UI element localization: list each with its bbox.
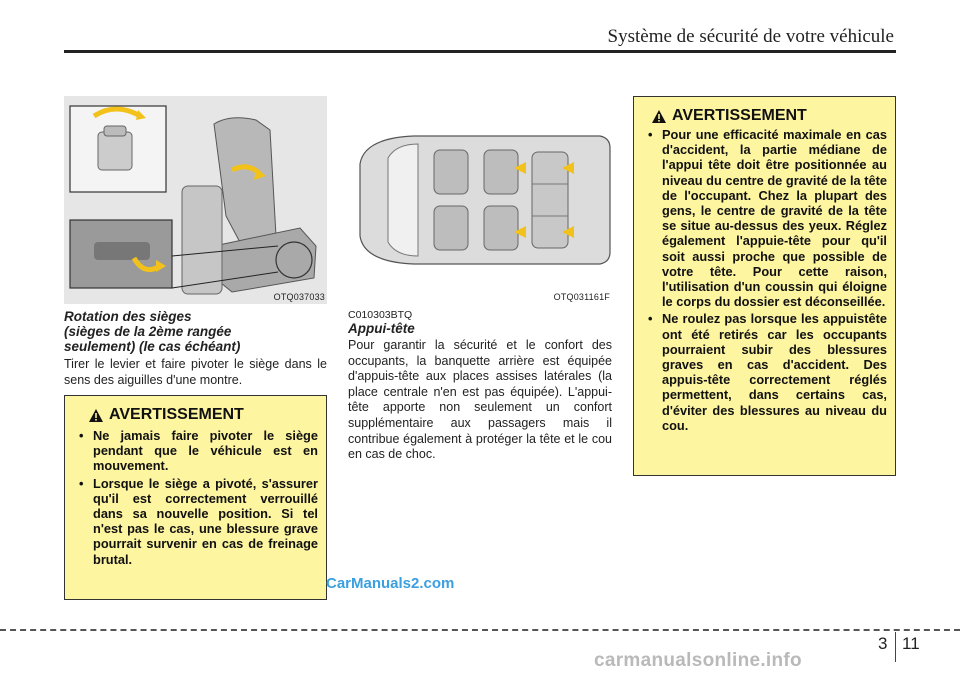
warning-title-text: AVERTISSEMENT (672, 107, 807, 124)
figure-code-left: OTQ037033 (273, 292, 325, 302)
warning-triangle-icon (89, 409, 103, 422)
warning-title-right (652, 107, 887, 125)
warning-title-left (89, 406, 318, 424)
seat-rotation-heading (64, 309, 327, 354)
van-top-view-illustration (348, 96, 612, 304)
seat-rotation-heading-line: Rotation des sièges (64, 309, 192, 324)
seat-rotation-heading-line: seulement) (le cas échéant) (64, 339, 241, 354)
page-number-divider (895, 632, 896, 662)
headrest-heading: Appui-tête (348, 321, 415, 336)
warning-item: • Lorsque le siège a pivoté, s'assurer qu'il est correctement verrouillé dans sa nouvelle position. Si tel n'est pas le cas, une blessure grave pourrait survenir en cas de freinage brutal. (71, 476, 318, 567)
seat-rotation-body: Tirer le levier et faire pivoter le siège dans le sens des aiguilles d'une montre. (64, 357, 327, 387)
warning-triangle-icon (652, 110, 666, 123)
warning-box-right (633, 96, 896, 476)
headrest-body: Pour garantir la sécurité et le confort des occupants, la banquette arrière est équipée d'appuis-tête aux places assises latérales (la place centrale n'en est pas équipée). L'appui-tête apporte non seulement un confort supplémentaire aux passagers mais il contribue également à protéger la tête et le cou en cas de choc. (348, 338, 612, 462)
page-number: 11 (902, 634, 920, 653)
carmanuals-watermark: CarManuals2.com (326, 575, 455, 592)
page-header-title: Système de sécurité de votre véhicule (607, 26, 894, 47)
warning-item: • Pour une efficacité maximale en cas d'accident, la partie médiane de l'appui tête doit être positionnée au niveau du centre de gravité de la tête de l'occupant. Chez la plupart des gens, le centre de gravité de la tête se situe au-dessus des yeux. Réglez également l'appuie-tête pour qu'il soit aussi proche que possible de votre tête. Pour cette raison, l'utilisation d'un coussin qui éloigne le corps du dossier est déconseillée. (640, 127, 887, 309)
figure-code-right: OTQ031161F (553, 292, 610, 302)
headrest-section-code: C010303BTQ (348, 309, 413, 321)
warning-list-left (71, 428, 318, 567)
chapter-number: 3 (878, 634, 888, 653)
site-watermark: carmanualsonline.info (594, 650, 802, 671)
warning-title-text: AVERTISSEMENT (109, 406, 244, 423)
warning-list-right (640, 127, 887, 433)
warning-item: • Ne roulez pas lorsque les appuistête ont été retirés car les occupants pourraient subir des blessures graves en cas d'accident. Des appuis-tête correctement réglés permettent, dans certains cas, d'éviter des blessures au niveau du cou. (640, 311, 887, 433)
warning-box-left (64, 395, 327, 600)
warning-item: • Ne jamais faire pivoter le siège pendant que le véhicule est en mouvement. (71, 428, 318, 474)
headrest-figure (348, 96, 612, 304)
seat-rotation-illustration (64, 96, 327, 304)
seat-rotation-heading-line: (sièges de la 2ème rangée (64, 324, 232, 339)
seat-rotation-figure (64, 96, 327, 304)
header-rule (64, 50, 896, 53)
footer-rule (0, 629, 960, 631)
